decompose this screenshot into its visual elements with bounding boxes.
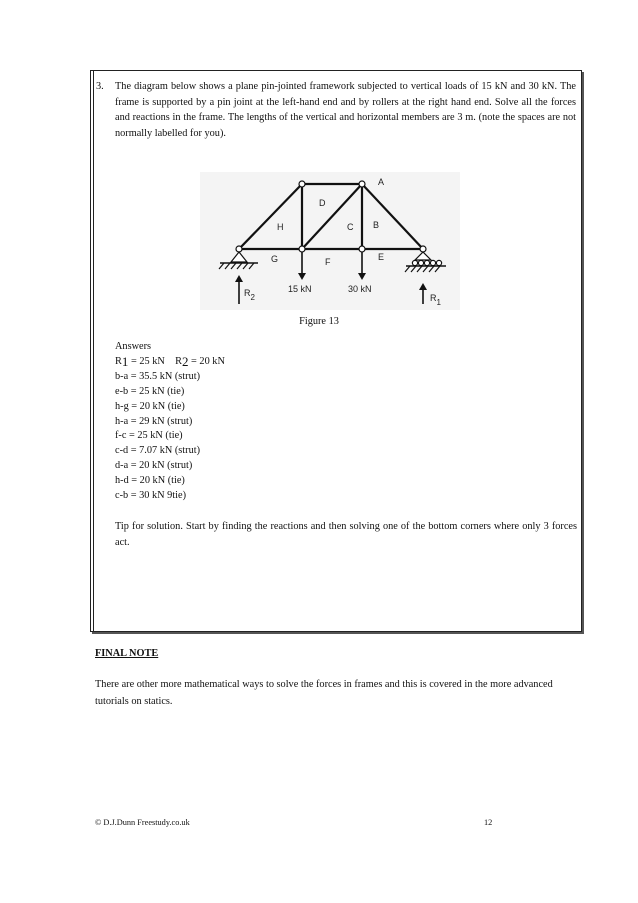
label-load-30kn: 30 kN: [348, 284, 372, 294]
answers-heading: Answers: [115, 341, 152, 352]
label-r1: R1: [430, 293, 441, 307]
answers-block: [115, 340, 225, 504]
joint: [359, 246, 365, 252]
joint: [299, 181, 305, 187]
label-d: D: [319, 198, 326, 208]
answer-line: c-b = 30 kN 9tie): [115, 490, 187, 502]
label-a: A: [378, 177, 385, 187]
label-b: B: [373, 220, 380, 230]
answer-line: d-a = 20 kN (strut): [115, 460, 193, 472]
figure-caption: Figure 13: [299, 316, 339, 327]
answer-line: h-a = 29 kN (strut): [115, 415, 193, 427]
label-h: H: [277, 222, 284, 232]
label-g: G: [271, 254, 279, 264]
joint: [359, 181, 365, 187]
solution-tip: Tip for solution. Start by finding the reactions and then solving one of the bottom corners where only 3 forces act.: [115, 521, 577, 548]
answer-line: h-d = 20 kN (tie): [115, 475, 185, 487]
answer-line: b-a = 35.5 kN (strut): [115, 370, 201, 382]
label-r2: R2: [244, 288, 255, 302]
label-load-15kn: 15 kN: [288, 284, 312, 294]
label-c: C: [347, 222, 354, 232]
problem-number: 3.: [96, 81, 104, 92]
joint: [420, 246, 426, 252]
footer-copyright: © D.J.Dunn Freestudy.co.uk: [95, 818, 190, 827]
answer-line: h-g = 20 kN (tie): [115, 400, 185, 412]
answer-line: e-b = 25 kN (tie): [115, 385, 185, 397]
problem-text: The diagram below shows a plane pin-jointed framework subjected to vertical loads of 15 kN and 30 kN. The frame is supported by a pin joint at the left-hand end and by rollers at the right hand end. Solve all the forces and reactions in the frame. The lengths of the vertical and horizontal members are 3 m. (note the spaces are not normally labelled for you).: [115, 81, 576, 139]
final-note-text: There are other more mathematical ways to solve the forces in frames and this is covered in the more advanced tutorials on statics.: [95, 679, 553, 707]
answer-line: c-d = 7.07 kN (strut): [115, 445, 201, 457]
page-number: 12: [484, 818, 493, 827]
joint: [299, 246, 305, 252]
problem-statement: [96, 79, 576, 141]
reactions-line: $R_1 = 25$ kN $R_2 = 20$ kN: [115, 353, 225, 369]
label-f: F: [325, 257, 331, 267]
truss-figure: [200, 172, 460, 310]
answer-line: f-c = 25 kN (tie): [115, 430, 183, 442]
label-e: E: [378, 252, 385, 262]
final-note-title: FINAL NOTE: [95, 648, 159, 659]
